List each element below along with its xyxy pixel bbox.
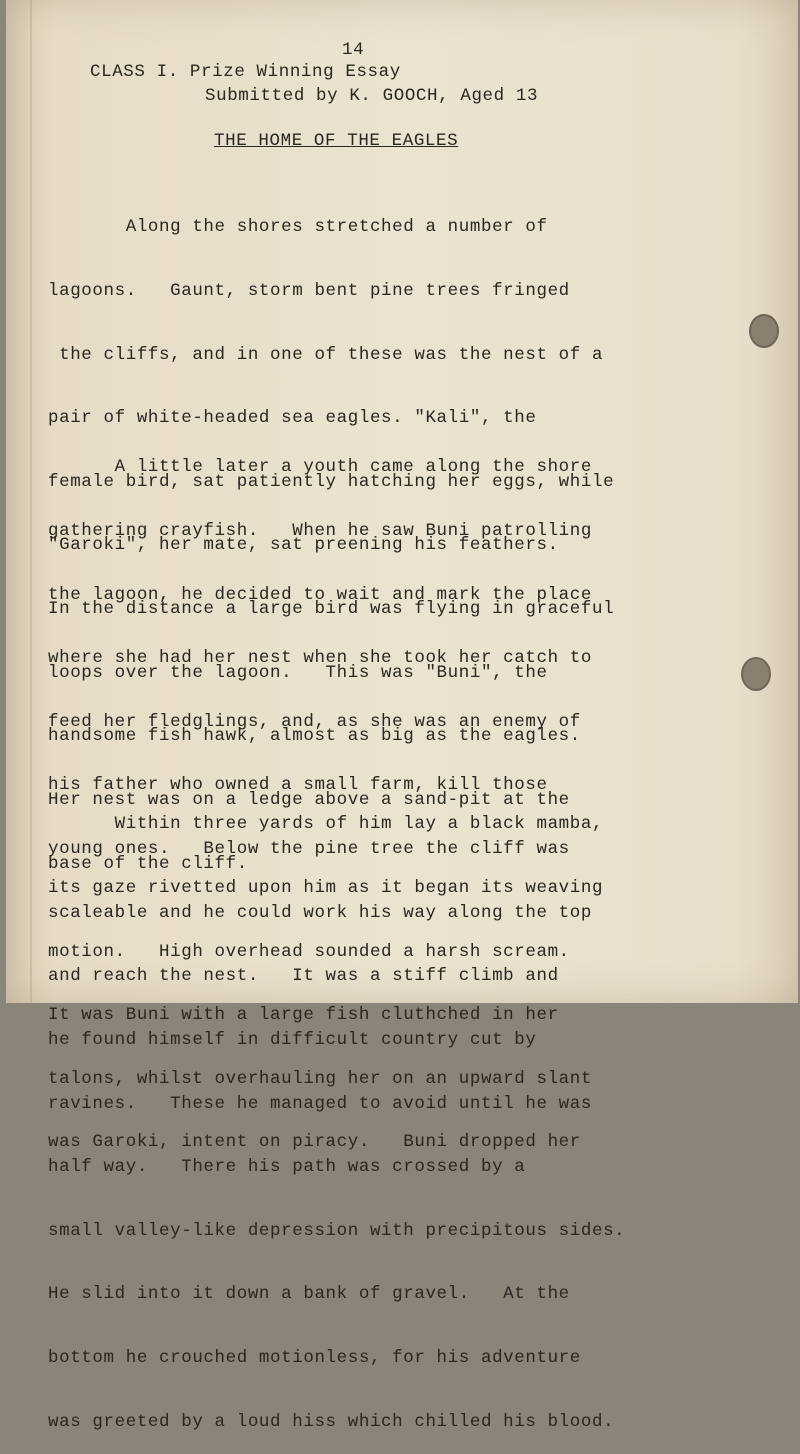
paragraph-line: "Garoki", her mate, sat preening his feathers.: [48, 535, 559, 556]
submitted-by: Submitted by K. GOOCH, Aged 13: [205, 86, 539, 106]
paragraph-line: was Garoki, intent on piracy. Buni dropped her: [48, 1132, 581, 1153]
paragraph-line: female bird, sat patiently hatching her eggs, while: [48, 471, 615, 492]
class-heading: CLASS I. Prize Winning Essay: [90, 62, 401, 82]
paragraph-line: the cliffs, and in one of these was the nest of a: [48, 344, 604, 365]
paragraph-line: He slid into it down a bank of gravel. At the: [48, 1284, 570, 1305]
paragraph-line: young ones. Below the pine tree the cliff was: [48, 839, 570, 860]
paragraph-line: the lagoon, he decided to wait and mark the place: [48, 584, 592, 605]
paragraph-line: small valley-like depression with precipitous sides.: [48, 1220, 626, 1241]
page-crease: [30, 0, 32, 1003]
paragraph-3: [48, 772, 603, 1175]
paragraph-line: bottom he crouched motionless, for his adventure: [48, 1347, 581, 1368]
paragraph-line: Within three yards of him lay a black mamba,: [48, 814, 604, 835]
paragraph-line: feed her fledglings, and, as she was an enemy of: [48, 711, 581, 732]
paragraph-line: pair of white-headed sea eagles. "Kali", the: [48, 408, 537, 429]
punch-hole-lower: [741, 657, 771, 691]
paragraph-line: where she had her nest when she took her catch to: [48, 648, 592, 669]
punch-hole-upper: [749, 314, 779, 348]
paragraph-line: handsome fish hawk, almost as big as the eagles.: [48, 726, 581, 747]
paragraph-line: motion. High overhead sounded a harsh scream.: [48, 941, 570, 962]
paragraph-line: Along the shores stretched a number of: [48, 217, 548, 238]
paragraph-line: talons, whilst overhauling her on an upward slant: [48, 1068, 592, 1089]
paragraph-line: lagoons. Gaunt, storm bent pine trees fringed: [48, 281, 570, 302]
paragraph-line: was greeted by a loud hiss which chilled his blood.: [48, 1411, 615, 1432]
paragraph-line: loops over the lagoon. This was "Buni", the: [48, 662, 548, 683]
paragraph-line: and reach the nest. It was a stiff climb and: [48, 966, 559, 987]
paragraph-line: base of the cliff.: [48, 853, 248, 874]
paragraph-line: It was Buni with a large fish cluthched in her: [48, 1005, 559, 1026]
paragraph-line: its gaze rivetted upon him as it began its weaving: [48, 878, 604, 899]
paragraph-line: In the distance a large bird was flying in graceful: [48, 599, 615, 620]
paragraph-line: ravines. These he managed to avoid until he was: [48, 1093, 592, 1114]
paragraph-line: A little later a youth came along the shore: [48, 457, 592, 478]
essay-title: THE HOME OF THE EAGLES: [214, 131, 459, 151]
paragraph-line: Her nest was on a ledge above a sand-pit at the: [48, 789, 570, 810]
paragraph-line: scaleable and he could work his way along the top: [48, 902, 592, 923]
paragraph-line: he found himself in difficult country cut by: [48, 1029, 537, 1050]
page-number: 14: [342, 40, 365, 60]
paragraph-line: gathering crayfish. When he saw Buni patrolling: [48, 521, 592, 542]
paragraph-line: half way. There his path was crossed by a: [48, 1157, 526, 1178]
paragraph-line: his father who owned a small farm, kill those: [48, 775, 548, 796]
